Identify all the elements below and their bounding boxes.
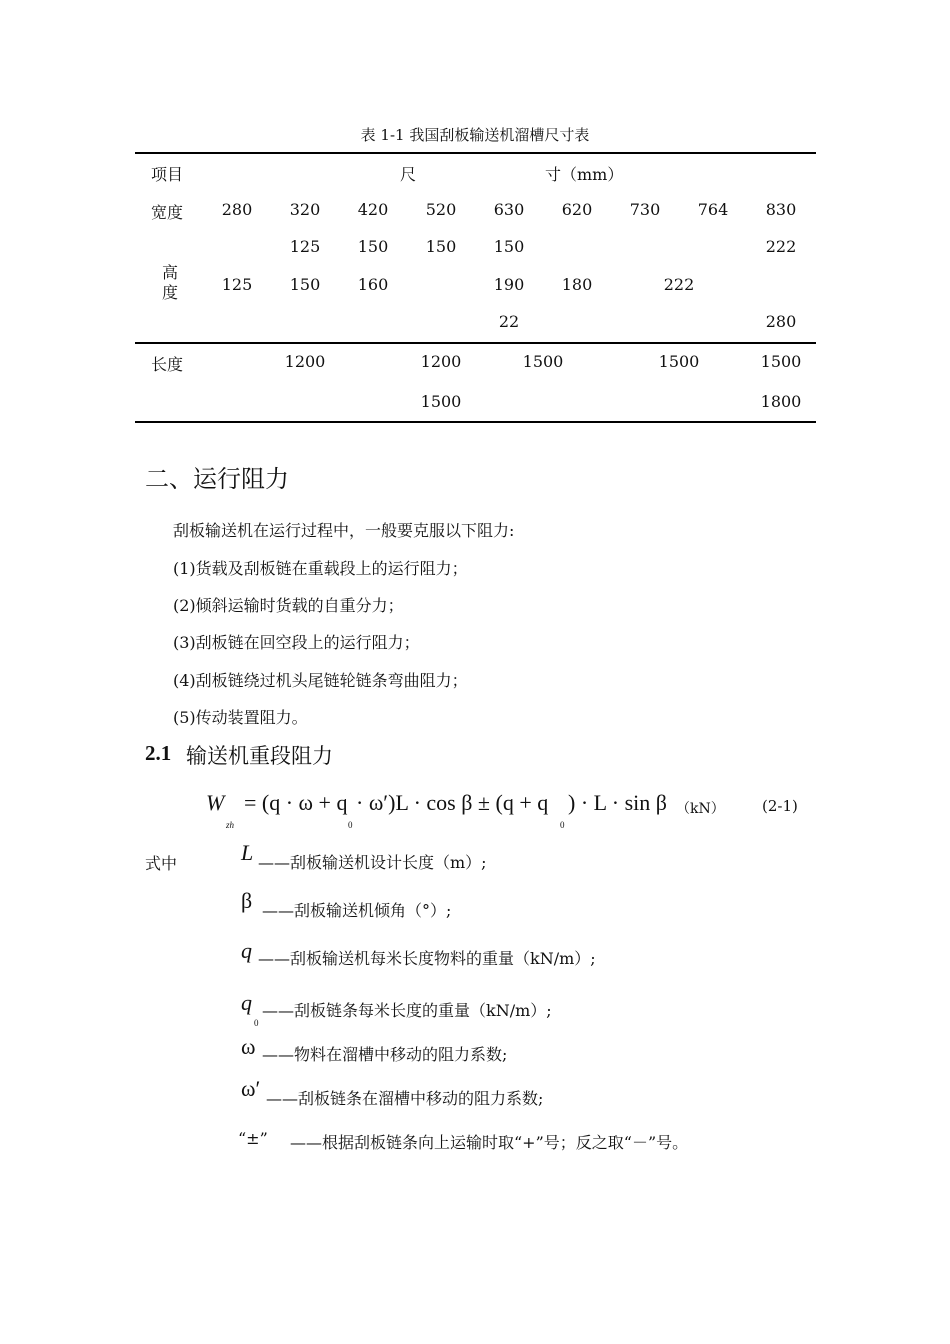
table-top-rule	[135, 152, 816, 154]
width-cell: 520	[425, 200, 457, 219]
length-cell: 1200	[420, 352, 462, 371]
width-cell: 620	[561, 200, 593, 219]
formula-w-sub: zh	[226, 820, 235, 830]
def-text: ——刮板输送机每米长度物料的重量（kN/m）;	[258, 949, 596, 968]
height-cell: 125	[289, 237, 321, 256]
header-dim-b: 寸（mm）	[545, 165, 624, 184]
formula-unit: （kN）	[676, 801, 725, 817]
height-cell: 150	[357, 237, 389, 256]
height-cell: 160	[357, 275, 389, 294]
formula-w: W	[206, 790, 225, 815]
height-cell: 222	[663, 275, 695, 294]
width-cell: 280	[221, 200, 253, 219]
section-title: 二、运行阻力	[145, 465, 289, 493]
list-item: (5)传动装置阻力。	[173, 708, 308, 727]
height-cell: 280	[765, 312, 797, 331]
height-cell: 22	[498, 312, 520, 331]
def-symbol: q	[241, 938, 252, 963]
def-symbol: q	[241, 990, 252, 1015]
list-item: (1)货载及刮板链在重载段上的运行阻力；	[173, 559, 468, 578]
formula-sub-0: 0	[560, 820, 565, 830]
length-cell: 1800	[760, 392, 802, 411]
formula-body-c: ) · L · sin β	[568, 790, 667, 815]
width-cell: 764	[697, 200, 729, 219]
length-cell: 1500	[522, 352, 564, 371]
header-dim-a: 尺	[400, 165, 417, 184]
width-cell: 630	[493, 200, 525, 219]
def-symbol: L	[241, 840, 254, 865]
subsection-number: 2.1	[145, 741, 172, 765]
subsection-title: 输送机重段阻力	[186, 744, 333, 768]
def-text: ——物料在溜槽中移动的阻力系数;	[262, 1045, 508, 1064]
formula-sub-0: 0	[348, 820, 353, 830]
width-cell: 320	[289, 200, 321, 219]
width-cell: 420	[357, 200, 389, 219]
table-mid-rule	[135, 342, 816, 344]
def-symbol: “±”	[238, 1129, 268, 1148]
width-label: 宽度	[151, 203, 184, 222]
height-cell: 190	[493, 275, 525, 294]
table-caption: 表 1-1 我国刮板输送机溜槽尺寸表	[360, 126, 590, 144]
width-cell: 830	[765, 200, 797, 219]
formula-body-a: = (q · ω + q	[244, 790, 348, 815]
def-symbol: ω′	[241, 1076, 261, 1101]
list-item: (2)倾斜运输时货载的自重分力；	[173, 596, 404, 615]
width-cell: 730	[629, 200, 661, 219]
height-cell: 150	[289, 275, 321, 294]
length-cell: 1500	[420, 392, 462, 411]
table-bottom-rule	[135, 421, 816, 423]
def-text: ——刮板输送机设计长度（m）;	[258, 853, 487, 872]
length-cell: 1500	[760, 352, 802, 371]
length-label: 长度	[151, 355, 184, 374]
def-symbol: ω	[241, 1034, 256, 1059]
formula-number: (2-1)	[762, 797, 798, 815]
def-text: ——刮板链条在溜槽中移动的阻力系数;	[266, 1089, 544, 1108]
def-symbol: β	[241, 888, 253, 913]
header-item: 项目	[151, 165, 184, 184]
def-text: ——刮板输送机倾角（°）;	[262, 901, 452, 920]
length-cell: 1200	[284, 352, 326, 371]
height-label-b: 度	[162, 283, 179, 302]
height-cell: 150	[493, 237, 525, 256]
list-item: (4)刮板链绕过机头尾链轮链条弯曲阻力；	[173, 671, 468, 690]
definitions-lead: 式中	[145, 854, 178, 873]
def-text: ——刮板链条每米长度的重量（kN/m）;	[262, 1001, 552, 1020]
formula-body-b: · ω′)L · cos β ± (q + q	[356, 790, 549, 815]
length-cell: 1500	[658, 352, 700, 371]
def-symbol-sub: 0	[254, 1018, 259, 1028]
height-label-a: 高	[162, 263, 179, 282]
height-cell: 222	[765, 237, 797, 256]
list-item: (3)刮板链在回空段上的运行阻力；	[173, 633, 420, 652]
def-text: ——根据刮板链条向上运输时取“+”号；反之取“－”号。	[290, 1133, 689, 1152]
height-cell: 180	[561, 275, 593, 294]
height-cell: 125	[221, 275, 253, 294]
section-intro: 刮板输送机在运行过程中，一般要克服以下阻力:	[173, 521, 515, 540]
height-cell: 150	[425, 237, 457, 256]
